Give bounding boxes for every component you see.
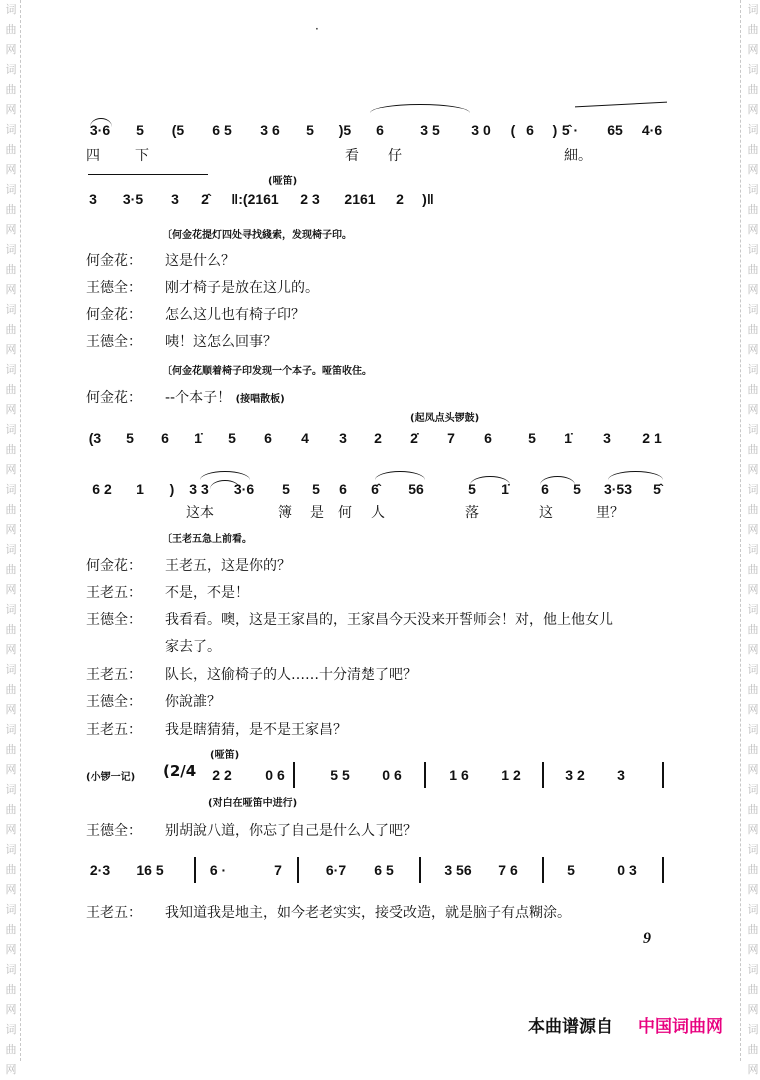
watermark-char: 网 — [747, 763, 759, 776]
watermark-char: 网 — [747, 223, 759, 236]
speaker: 王德全： — [86, 823, 142, 839]
note: 0 6 — [265, 767, 285, 783]
note: 65 — [607, 122, 623, 138]
watermark-char: 词 — [5, 183, 17, 196]
watermark-char: 词 — [747, 123, 759, 136]
dialogue-line: 队长，这偷椅子的人……十分清楚了吧？ — [165, 667, 417, 683]
watermark-char: 词 — [747, 723, 759, 736]
watermark-char: 曲 — [5, 803, 17, 816]
note: 5 — [306, 122, 314, 138]
note: 3 — [339, 430, 347, 446]
watermark-char: 网 — [747, 823, 759, 836]
lyric: 落 — [465, 505, 479, 521]
note: 1̇ — [564, 430, 572, 446]
note: 6 — [526, 122, 534, 138]
watermark-char: 词 — [747, 483, 759, 496]
lyric: 細。 — [564, 148, 592, 164]
note: 3·6 — [89, 122, 111, 138]
slur — [90, 118, 112, 127]
bar-line — [662, 762, 664, 788]
watermark-char: 词 — [5, 423, 17, 436]
slur — [88, 174, 208, 183]
watermark-char: 曲 — [747, 443, 759, 456]
watermark-char: 词 — [747, 663, 759, 676]
note: 5 — [573, 481, 581, 497]
note: ‖:(2161 — [231, 191, 279, 207]
lyric: 是 — [310, 505, 324, 521]
watermark-char: 曲 — [747, 1043, 759, 1056]
note: )5 — [338, 122, 352, 138]
watermark-char: 网 — [5, 403, 17, 416]
slur — [608, 471, 663, 480]
watermark-char: 词 — [5, 603, 17, 616]
watermark-char: 曲 — [5, 683, 17, 696]
note: )‖ — [422, 191, 434, 207]
note: 16 5 — [136, 862, 164, 878]
bar-line — [542, 762, 544, 788]
watermark-char: 曲 — [747, 383, 759, 396]
note: 5 — [228, 430, 236, 446]
stage-direction: 〔何金花提灯四处寻找綫索，发现椅子印。 — [162, 230, 352, 241]
watermark-char: 词 — [5, 783, 17, 796]
bar-line — [424, 762, 426, 788]
watermark-char: 曲 — [747, 923, 759, 936]
watermark-char: 曲 — [747, 203, 759, 216]
note: 5̂ · — [561, 122, 579, 138]
note: 6 — [376, 122, 384, 138]
dialogue-line: 刚才椅子是放在这儿的。 — [165, 280, 319, 296]
right-margin-line — [740, 0, 741, 1061]
lyric: 簿 — [278, 505, 292, 521]
left-margin-line — [20, 0, 21, 1061]
watermark-char: 曲 — [5, 983, 17, 996]
watermark-char: 词 — [747, 423, 759, 436]
watermark-char: 网 — [747, 1063, 759, 1076]
watermark-char: 词 — [747, 243, 759, 256]
note: 3 — [89, 191, 97, 207]
speaker: 王老五： — [86, 585, 142, 601]
watermark-char: 曲 — [5, 563, 17, 576]
dialogue-line: 家去了。 — [165, 639, 221, 655]
watermark-char: 网 — [5, 643, 17, 656]
dialogue-line: 我知道我是地主，如今老老实实，接受改造，就是脑子有点糊涂。 — [165, 905, 571, 921]
note: ) — [169, 481, 175, 497]
watermark-char: 曲 — [747, 803, 759, 816]
watermark-char: 词 — [5, 963, 17, 976]
watermark-char: 曲 — [5, 83, 17, 96]
watermark-char: 网 — [747, 343, 759, 356]
note: 2̂ — [201, 191, 209, 207]
watermark-char: 词 — [747, 783, 759, 796]
note: 5 — [468, 481, 476, 497]
watermark-char: 词 — [747, 3, 759, 16]
note: 3 56 — [444, 862, 472, 878]
note: 2 2 — [212, 767, 232, 783]
lyric: 四 — [86, 148, 100, 164]
annotation-dialogue-over-flute: (对白在哑笛中进行) — [208, 798, 298, 809]
bar-line — [419, 857, 421, 883]
watermark-char: 网 — [5, 763, 17, 776]
watermark-char: 曲 — [5, 503, 17, 516]
speaker: 何金花： — [86, 307, 142, 323]
watermark-char: 曲 — [5, 23, 17, 36]
footer-site-link[interactable]: 中国词曲网 — [638, 1017, 723, 1037]
dialogue-text: --个本子！ — [165, 390, 232, 406]
watermark-char: 曲 — [5, 143, 17, 156]
lyric: 何 — [338, 505, 352, 521]
slur — [575, 102, 667, 116]
speaker: 王德全： — [86, 280, 142, 296]
watermark-char: 词 — [747, 63, 759, 76]
note: 5 — [282, 481, 290, 497]
watermark-char: 词 — [5, 363, 17, 376]
watermark-char: 词 — [747, 1023, 759, 1036]
watermark-char: 曲 — [5, 203, 17, 216]
watermark-char: 词 — [5, 483, 17, 496]
watermark-char: 曲 — [747, 143, 759, 156]
top-mark: · — [315, 22, 319, 36]
watermark-char: 网 — [5, 823, 17, 836]
slur — [200, 471, 250, 480]
watermark-char: 词 — [5, 3, 17, 16]
watermark-char: 网 — [747, 643, 759, 656]
watermark-char: 曲 — [5, 743, 17, 756]
note: 7 — [447, 430, 455, 446]
watermark-char: 词 — [5, 63, 17, 76]
note: 3 2 — [565, 767, 585, 783]
note: 56 — [408, 481, 424, 497]
watermark-char: 曲 — [5, 383, 17, 396]
lyric: 仔 — [388, 148, 402, 164]
note: 1 6 — [449, 767, 469, 783]
watermark-char: 网 — [747, 523, 759, 536]
watermark-char: 网 — [747, 583, 759, 596]
watermark-char: 曲 — [747, 863, 759, 876]
lyric: 这 — [539, 505, 553, 521]
performance-note: (接唱散板) — [235, 394, 285, 405]
watermark-char: 词 — [5, 1023, 17, 1036]
watermark-char: 曲 — [747, 623, 759, 636]
note: 5̂ — [653, 481, 661, 497]
note: 5 — [528, 430, 536, 446]
note: 5 — [126, 430, 134, 446]
watermark-char: 词 — [747, 543, 759, 556]
note: 3 0 — [471, 122, 491, 138]
watermark-char: 曲 — [747, 743, 759, 756]
bar-line — [662, 857, 664, 883]
bar-line — [542, 857, 544, 883]
watermark-char: 曲 — [747, 563, 759, 576]
speaker: 何金花： — [86, 390, 142, 406]
speaker: 何金花： — [86, 253, 142, 269]
dialogue-line: 这是什么？ — [165, 253, 235, 269]
note: 3·5 — [122, 191, 144, 207]
stage-direction: 〔王老五急上前看。 — [162, 534, 252, 545]
note: 2·3 — [89, 862, 111, 878]
note: 4·6 — [641, 122, 663, 138]
speaker: 王老五： — [86, 905, 142, 921]
lyric: 人 — [371, 505, 385, 521]
watermark-char: 曲 — [747, 263, 759, 276]
watermark-char: 网 — [5, 1003, 17, 1016]
annotation-drums: (起凤点头锣鼓) — [410, 413, 480, 424]
watermark-char: 网 — [5, 343, 17, 356]
note: ) — [552, 122, 558, 138]
watermark-char: 网 — [747, 43, 759, 56]
watermark-char: 网 — [5, 1063, 17, 1076]
dialogue-line: 别胡說八道，你忘了自己是什么人了吧？ — [165, 823, 417, 839]
watermark-char: 网 — [747, 103, 759, 116]
watermark-char: 网 — [747, 163, 759, 176]
watermark-char: 网 — [747, 463, 759, 476]
note: 5 — [136, 122, 144, 138]
watermark-char: 网 — [5, 883, 17, 896]
note: 1 — [136, 481, 144, 497]
note: ( — [510, 122, 516, 138]
watermark-char: 曲 — [747, 23, 759, 36]
note: 2̇ — [410, 430, 418, 446]
watermark-char: 网 — [5, 703, 17, 716]
bar-line — [194, 857, 196, 883]
note: 6 — [161, 430, 169, 446]
watermark-char: 曲 — [5, 863, 17, 876]
watermark-char: 词 — [747, 303, 759, 316]
time-signature: (2/4 — [163, 762, 197, 780]
note: 2 — [374, 430, 382, 446]
cue-small-gong: (小锣一记) — [86, 772, 136, 783]
note: 6 5 — [374, 862, 394, 878]
slur — [470, 476, 510, 485]
watermark-char: 词 — [747, 843, 759, 856]
watermark-char: 词 — [5, 303, 17, 316]
watermark-char: 网 — [5, 583, 17, 596]
note: 5 — [312, 481, 320, 497]
watermark-char: 曲 — [5, 323, 17, 336]
watermark-char: 词 — [5, 903, 17, 916]
note: 3 5 — [420, 122, 440, 138]
slur — [540, 476, 575, 485]
note: 6 — [541, 481, 549, 497]
watermark-char: 网 — [5, 523, 17, 536]
note: 6 5 — [212, 122, 232, 138]
speaker: 何金花： — [86, 558, 142, 574]
watermark-char: 曲 — [5, 443, 17, 456]
watermark-char: 网 — [747, 943, 759, 956]
note: 0 6 — [382, 767, 402, 783]
note: 6 · — [209, 862, 227, 878]
watermark-char: 词 — [5, 843, 17, 856]
lyric: 里？ — [596, 505, 624, 521]
dialogue-line: 咦！这怎么回事？ — [165, 334, 277, 350]
watermark-char: 曲 — [747, 983, 759, 996]
note: 2 1 — [642, 430, 662, 446]
watermark-char: 网 — [5, 943, 17, 956]
dialogue-line — [165, 387, 285, 407]
lyric: 看 — [345, 148, 359, 164]
dialogue-line: 我看看。噢，这是王家昌的，王家昌今天没来开誓师会！对，他上他女儿 — [165, 612, 613, 628]
annotation-mute-flute: (哑笛) — [210, 750, 240, 761]
watermark-char: 网 — [5, 463, 17, 476]
watermark-char: 词 — [747, 603, 759, 616]
note: 1 2 — [501, 767, 521, 783]
note: 7 — [274, 862, 282, 878]
watermark-char: 曲 — [5, 623, 17, 636]
note: 4 — [301, 430, 309, 446]
note: 6 — [484, 430, 492, 446]
note: 1̇ — [194, 430, 202, 446]
slur — [370, 104, 470, 113]
watermark-char: 网 — [747, 1003, 759, 1016]
note: 3 — [603, 430, 611, 446]
note: (3 — [88, 430, 102, 446]
speaker: 王德全： — [86, 612, 142, 628]
note: 3 3 — [189, 481, 209, 497]
watermark-char: 曲 — [747, 683, 759, 696]
watermark-char: 网 — [747, 883, 759, 896]
slur — [375, 471, 425, 480]
note: 6̂ — [371, 481, 379, 497]
dialogue-line: 我是瞎猜猜，是不是王家昌？ — [165, 722, 347, 738]
watermark-char: 词 — [747, 363, 759, 376]
watermark-char: 网 — [5, 223, 17, 236]
note: 3·53 — [603, 481, 633, 497]
note: 3 — [171, 191, 179, 207]
watermark-char: 网 — [5, 43, 17, 56]
speaker: 王老五： — [86, 722, 142, 738]
note: 6·7 — [325, 862, 347, 878]
watermark-char: 网 — [5, 163, 17, 176]
note: 6 2 — [92, 481, 112, 497]
note: 6 — [339, 481, 347, 497]
watermark-char: 网 — [5, 103, 17, 116]
watermark-char: 网 — [747, 703, 759, 716]
lyric: 下 — [135, 148, 149, 164]
dialogue-line: 王老五，这是你的？ — [165, 558, 291, 574]
note: 3 — [617, 767, 625, 783]
note: 1̇ — [501, 481, 509, 497]
speaker: 王老五： — [86, 667, 142, 683]
speaker: 王德全： — [86, 334, 142, 350]
note: 3·6 — [233, 481, 255, 497]
note: 6 — [264, 430, 272, 446]
note: 5 — [567, 862, 575, 878]
watermark-char: 词 — [5, 543, 17, 556]
watermark-char: 词 — [5, 123, 17, 136]
dialogue-line: 你說誰？ — [165, 694, 221, 710]
watermark-char: 词 — [5, 243, 17, 256]
watermark-char: 词 — [747, 903, 759, 916]
note: 2 — [396, 191, 404, 207]
footer-source-label: 本曲谱源自 — [528, 1017, 613, 1037]
watermark-char: 曲 — [5, 263, 17, 276]
watermark-char: 网 — [5, 283, 17, 296]
speaker: 王德全： — [86, 694, 142, 710]
watermark-char: 词 — [5, 723, 17, 736]
watermark-char: 曲 — [747, 503, 759, 516]
note: (5 — [171, 122, 185, 138]
note: 0 3 — [617, 862, 637, 878]
annotation-mute-flute: (哑笛) — [268, 176, 298, 187]
watermark-char: 词 — [747, 183, 759, 196]
dialogue-line: 怎么这儿也有椅子印？ — [165, 307, 305, 323]
dialogue-line: 不是，不是！ — [165, 585, 249, 601]
note: 2161 — [344, 191, 376, 207]
note: 3 6 — [260, 122, 280, 138]
watermark-char: 曲 — [5, 1043, 17, 1056]
watermark-char: 词 — [747, 963, 759, 976]
watermark-char: 词 — [5, 663, 17, 676]
watermark-char: 曲 — [5, 923, 17, 936]
stage-direction: 〔何金花顺着椅子印发现一个本子。哑笛收住。 — [162, 366, 372, 377]
lyric: 这本 — [186, 505, 214, 521]
page-number: 9 — [643, 930, 651, 947]
watermark-char: 网 — [747, 403, 759, 416]
watermark-char: 曲 — [747, 323, 759, 336]
bar-line — [297, 857, 299, 883]
watermark-char: 网 — [747, 283, 759, 296]
note: 5 5 — [330, 767, 350, 783]
note: 2 3 — [300, 191, 320, 207]
note: 7 6 — [498, 862, 518, 878]
bar-line — [293, 762, 295, 788]
watermark-char: 曲 — [747, 83, 759, 96]
